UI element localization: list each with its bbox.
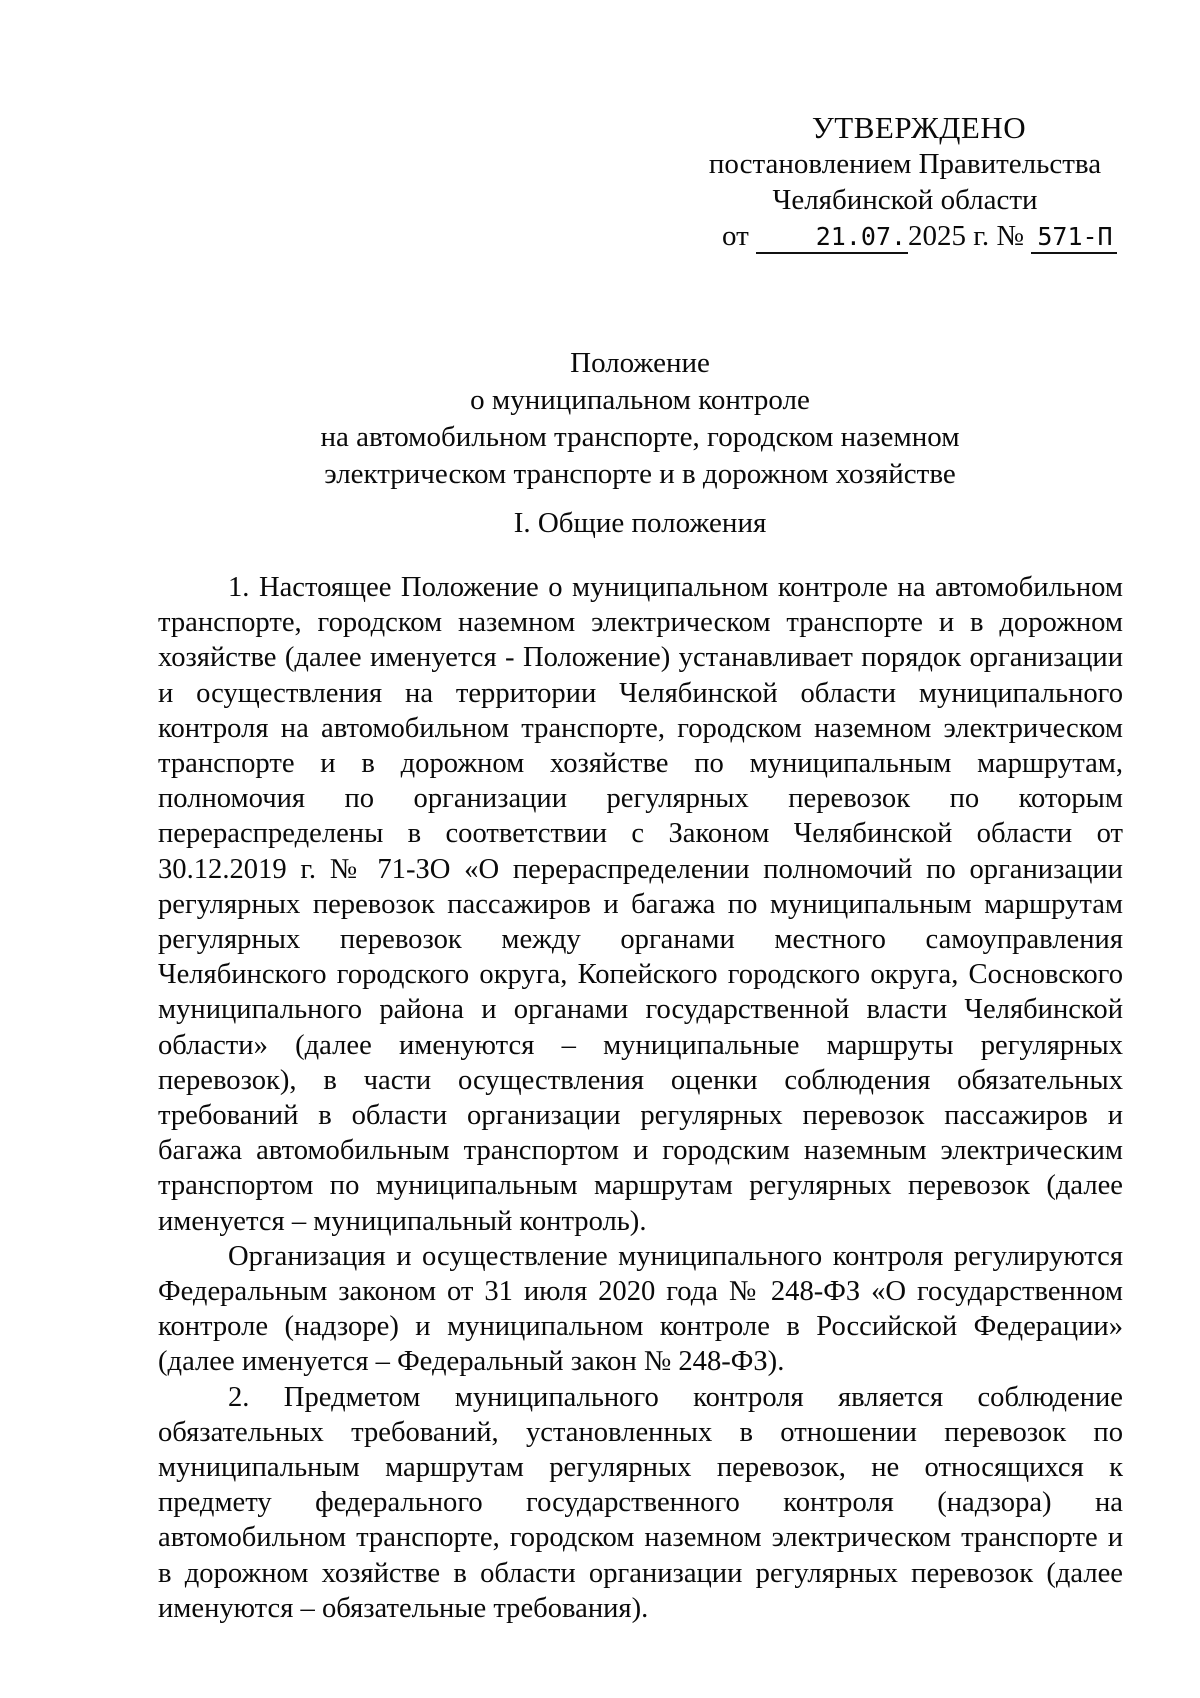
- section-heading: I. Общие положения: [513, 507, 767, 539]
- title-line-4: электрическом транспорте и в дорожном хозяйстве: [324, 458, 956, 490]
- approval-date-line: [722, 218, 1130, 254]
- title-line-3: на автомобильном транспорте, городском наземном: [320, 421, 960, 453]
- year-number-label: 2025 г. №: [908, 220, 1025, 252]
- approval-region-line: Челябинской области: [772, 184, 1038, 216]
- title-line-1: Положение: [570, 347, 710, 379]
- paragraph-3: 2. Предметом муниципального контроля является соблюдение обязательных требований, установленных в отношении перевозок по муниципальным маршрутам регулярных перевозок, не относящихся к предмету федерального государственного контроля (надзора) на автомобильном транспорте, городском наземном электрическом транспорте и в дорожном хозяйстве в области организации регулярных перевозок (далее именуются – обязательные требования).: [158, 1381, 1123, 1624]
- date-prefix: от: [722, 220, 749, 252]
- approval-heading: УТВЕРЖДЕНО: [811, 110, 1027, 145]
- paragraph-2: Организация и осуществление муниципального контроля регулируются Федеральным законом от 31 июля 2020 года № 248-ФЗ «О государственном контроле (надзоре) и муниципальном контроле в Российской Федерации» (далее именуется – Федеральный закон № 248-ФЗ).: [158, 1240, 1123, 1378]
- approval-block: [680, 110, 1130, 254]
- paragraph-1: 1. Настоящее Положение о муниципальном контроле на автомобильном транспорте, городском наземном электрическом транспорте и в дорожном хозяйстве (далее именуется - Положение) устанавливает порядок организации и осуществления на территории Челябинской области муниципального контроля на автомобильном транспорте, городском наземном электрическом транспорте и в дорожном хозяйстве по муниципальным маршрутам, полномочия по организации регулярных перевозок по которым перераспределены в соответствии с Законом Челябинской области от 30.12.2019 г. № 71-ЗО «О перераспределении полномочий по организации регулярных перевозок пассажиров и багажа по муниципальным маршрутам регулярных перевозок между органами местного самоуправления Челябинского городского округа, Копейского городского округа, Сосновского муниципального района и органами государственной власти Челябинской области» (далее именуются – муниципальные маршруты регулярных перевозок), в части осуществления оценки соблюдения обязательных требований в области организации регулярных перевозок пассажиров и багажа автомобильным транспортом и городским наземным электрическим транспортом по муниципальным маршрутам регулярных перевозок (далее именуется – муниципальный контроль).: [158, 572, 1123, 1237]
- document-number-field: 571-П: [1031, 222, 1117, 254]
- date-field: 21.07.: [756, 222, 908, 254]
- document-body: [158, 570, 1123, 1626]
- approval-issuer-line: постановлением Правительства: [708, 148, 1102, 180]
- document-title: [150, 345, 1130, 493]
- title-line-2: о муниципальном контроле: [470, 384, 810, 416]
